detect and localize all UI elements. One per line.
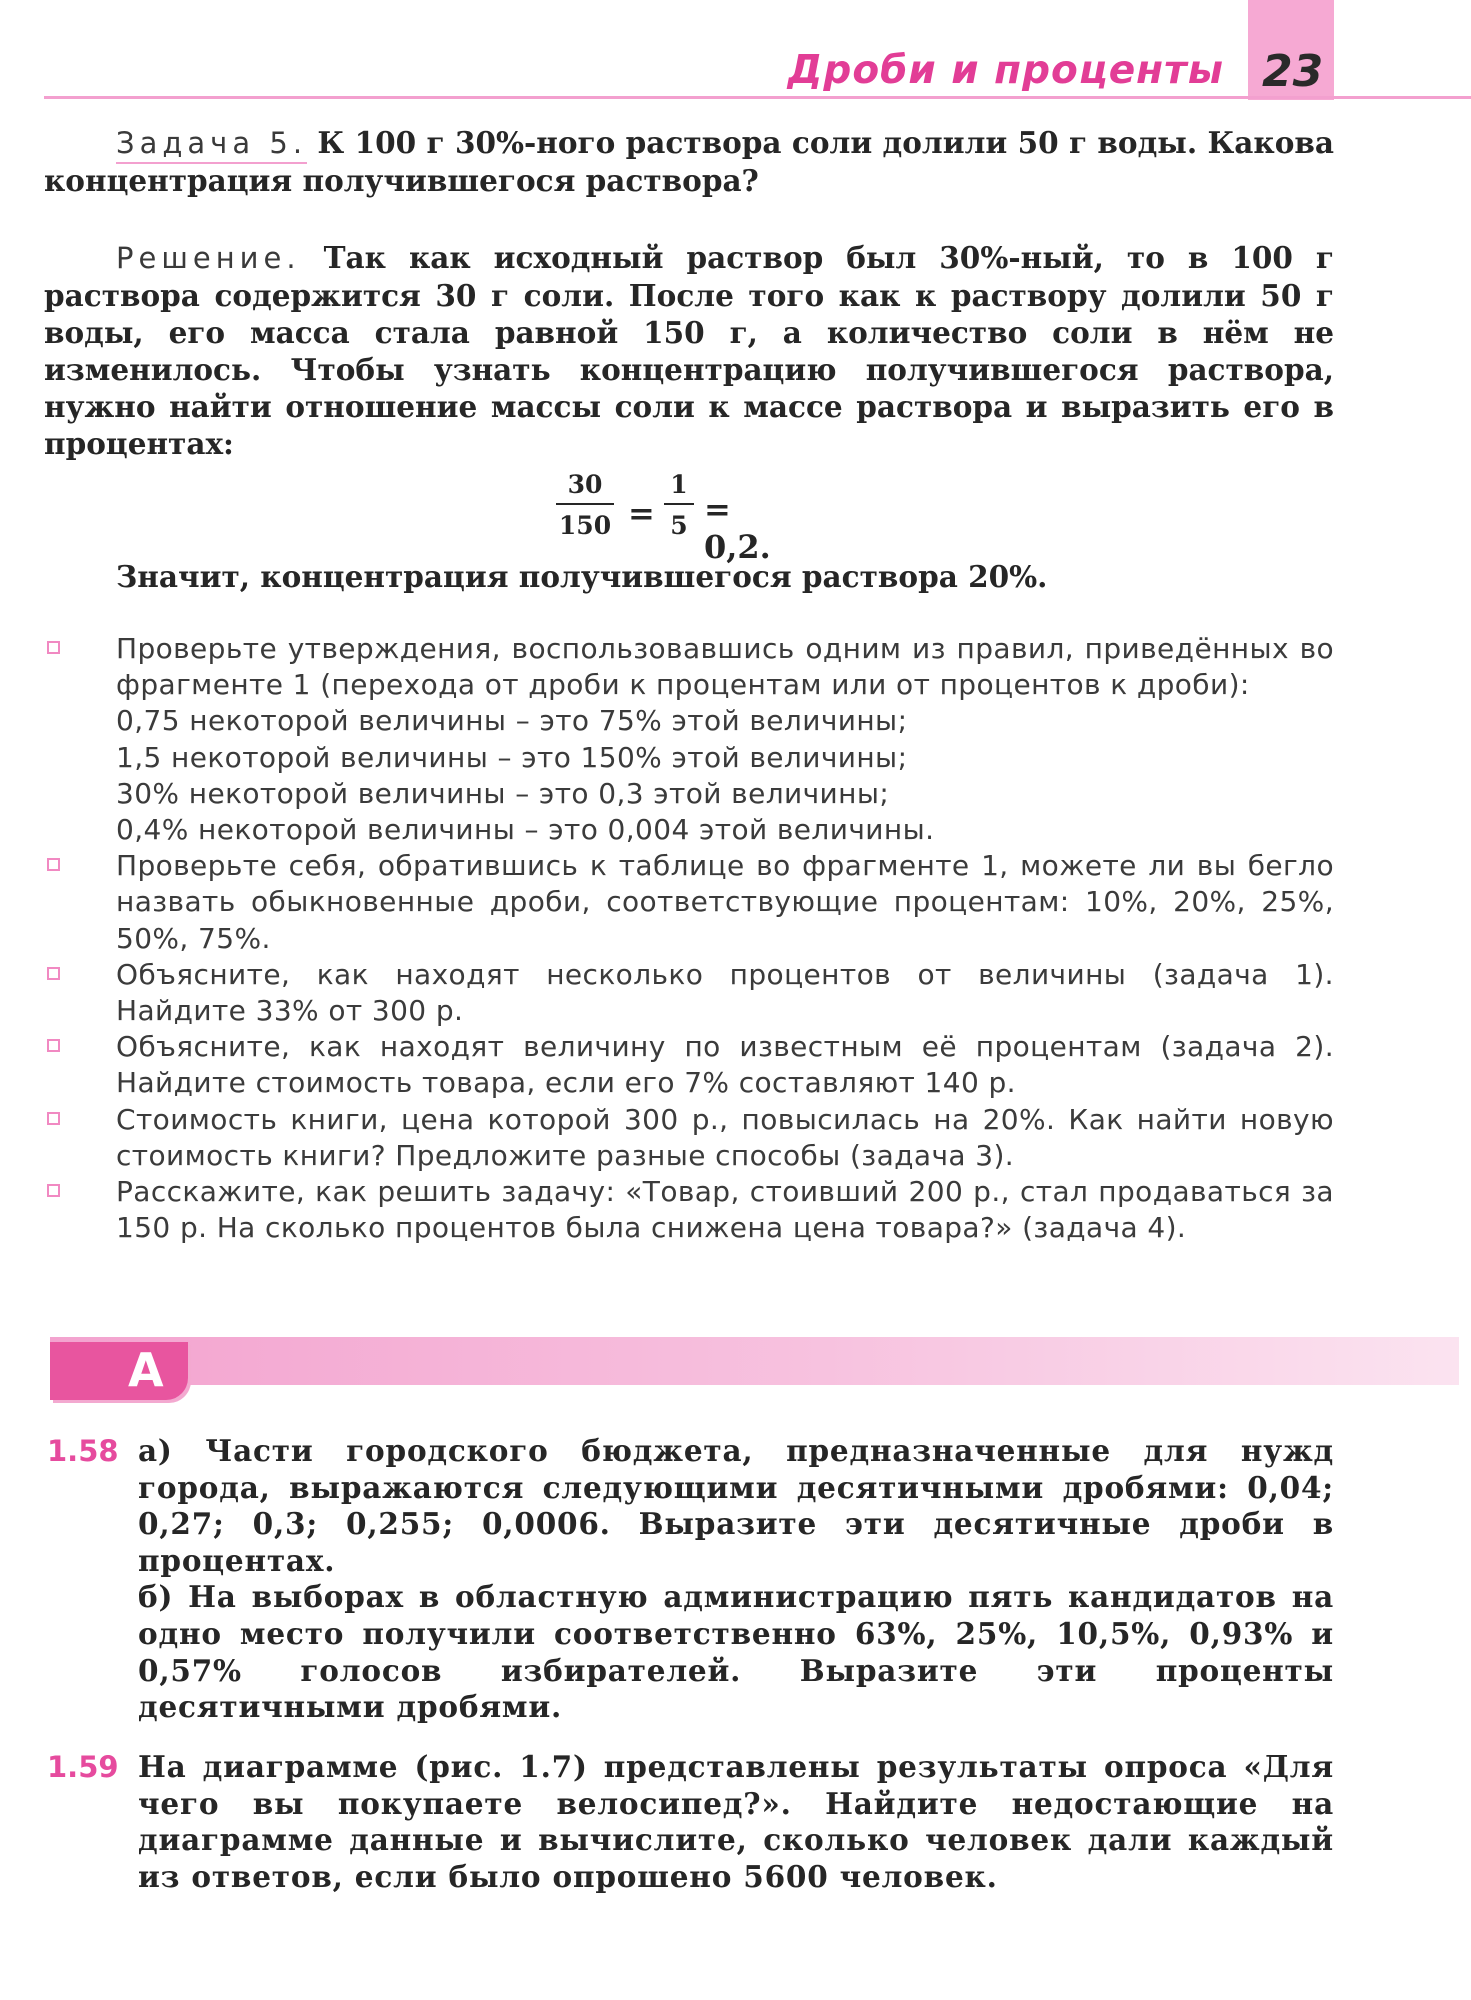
fraction-30-150	[556, 470, 614, 541]
problem-1-59	[44, 1749, 1334, 1895]
problem-number: 1.58	[47, 1434, 119, 1468]
fraction-bar	[556, 503, 614, 505]
question-item	[44, 1102, 1334, 1174]
fraction-numerator: 30	[567, 470, 603, 499]
fraction-denominator: 150	[558, 511, 612, 540]
page-title: Дроби и проценты	[787, 48, 1224, 93]
square-bullet-icon	[47, 641, 60, 654]
check-questions-list	[44, 631, 1334, 1246]
square-bullet-icon	[47, 858, 60, 871]
task-5-paragraph	[44, 124, 1334, 199]
solution-label: Решение.	[116, 241, 301, 275]
square-bullet-icon	[47, 1112, 60, 1125]
question-item	[44, 1174, 1334, 1246]
question-text: Расскажите, как решить задачу: «Товар, стоивший 200 р., стал продаваться за 150 р. На сколько процентов была снижена цена товара?» (задача 4).	[116, 1175, 1334, 1245]
task-5-text: К 100 г 30%-ного раствора соли долили 50 г воды. Какова концентрация получившегося раствора?	[44, 125, 1334, 198]
question-text: Стоимость книги, цена которой 300 р., повысилась на 20%. Как найти новую стоимость книги? Предложите разные способы (задача 3).	[116, 1102, 1334, 1172]
question-item	[44, 848, 1334, 957]
section-band	[50, 1337, 1459, 1385]
statement-item: 30% некоторой величины – это 0,3 этой величины;	[116, 776, 890, 810]
problem-1-58	[44, 1433, 1334, 1726]
problem-text	[138, 1433, 1334, 1726]
solution-conclusion: Значит, концентрация получившегося раствора 20%.	[116, 559, 1048, 594]
fraction-denominator: 5	[670, 511, 688, 540]
question-item	[44, 1029, 1334, 1101]
problem-part-a: а) Части городского бюджета, предназначенные для нужд города, выражаются следующими десятичными дробями: 0,04; 0,27; 0,3; 0,255; 0,0006. Выразите эти десятичные дроби в процентах.	[138, 1433, 1334, 1578]
question-item	[44, 957, 1334, 1029]
fraction-1-5	[664, 470, 694, 541]
solution-text: Так как исходный раствор был 30%-ный, то в 100 г раствора содержится 30 г соли. После того как к раствору долили 50 г воды, его масса стала равной 150 г, а количество соли в нём не изменилось. Чтобы узнать концентрацию получившегося раствора, нужно найти отношение массы соли к массе раствора и выразить его в процентах:	[44, 240, 1334, 461]
solution-paragraph	[44, 239, 1334, 462]
equals-sign: =	[628, 494, 655, 532]
header-rule	[44, 96, 1471, 99]
statement-item: 0,4% некоторой величины – это 0,004 этой величины.	[116, 813, 935, 847]
statement-item: 0,75 некоторой величины – это 75% этой величины;	[116, 704, 908, 738]
question-text: Проверьте утверждения, воспользовавшись одним из правил, приведённых во фрагменте 1 (перехода от дроби к процентам или от процентов к дроби):	[116, 632, 1334, 702]
question-item	[44, 631, 1334, 848]
statement-item: 1,5 некоторой величины – это 150% этой величины;	[116, 740, 908, 774]
problem-number: 1.59	[47, 1750, 119, 1784]
question-text: Объясните, как находят несколько процентов от величины (задача 1). Найдите 33% от 300 р.	[116, 957, 1334, 1028]
problem-text	[138, 1749, 1334, 1895]
section-tab	[50, 1342, 188, 1400]
square-bullet-icon	[47, 1039, 60, 1052]
task-5-label: Задача 5.	[116, 126, 307, 164]
problem-body: На диаграмме (рис. 1.7) представлены результаты опроса «Для чего вы покупаете велосипед?». Найдите недостающие на диаграмме данные и вычислите, сколько человек дали каждый из ответов, если было опрошено 5600 человек.	[138, 1749, 1334, 1894]
question-text: Объясните, как находят величину по известным её процентам (задача 2). Найдите стоимость товара, если его 7% составляют 140 р.	[116, 1030, 1334, 1100]
fraction-bar	[664, 503, 694, 505]
solution-conclusion-paragraph	[44, 558, 1334, 595]
question-text: Проверьте себя, обратившись к таблице во фрагменте 1, можете ли вы бегло назвать обыкновенные дроби, соответствующие процентам: 10%, 20%, 25%, 50%, 75%.	[116, 849, 1334, 955]
page-number: 23	[1262, 46, 1324, 97]
square-bullet-icon	[47, 967, 60, 980]
problem-part-b: б) На выборах в областную администрацию пять кандидатов на одно место получили соответственно 63%, 25%, 10,5%, 0,93% и 0,57% голосов избирателей. Выразите эти проценты десятичными дробями.	[138, 1579, 1334, 1725]
square-bullet-icon	[47, 1184, 60, 1197]
formula-result: = 0,2.	[704, 490, 771, 566]
fraction-numerator: 1	[670, 470, 688, 499]
section-letter: А	[128, 1343, 164, 1397]
